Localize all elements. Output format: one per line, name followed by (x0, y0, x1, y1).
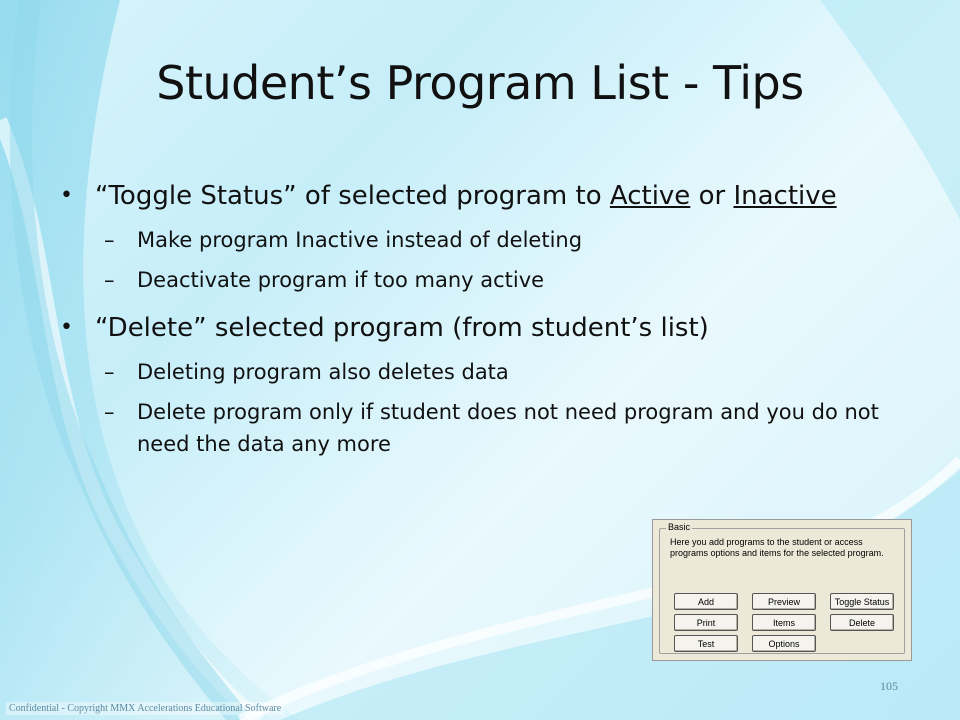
sub-bullet (60, 264, 920, 296)
options-button[interactable]: Options (752, 635, 816, 652)
bullet-active-term: Active (609, 181, 691, 211)
delete-button[interactable]: Delete (830, 614, 894, 631)
page-number: 105 (880, 679, 898, 693)
sub-bullet-text: Deleting program also deletes data (137, 360, 509, 384)
bullet-text: “Delete” selected program (from student’s list) (95, 313, 709, 343)
items-button[interactable]: Items (752, 614, 816, 631)
sub-bullet-mark: – (104, 228, 115, 252)
bullet-list (60, 176, 920, 460)
sub-bullet-text: Deactivate program if too many active (137, 268, 545, 292)
bullet-delete (60, 308, 920, 348)
toggle-status-button[interactable]: Toggle Status (830, 593, 894, 610)
sub-bullet (60, 396, 920, 460)
bullet-mark: • (60, 183, 73, 208)
sub-bullet-mark: – (104, 360, 115, 384)
bullet-text-prefix: “Toggle Status” of selected program to (95, 181, 610, 211)
bullet-text-mid: or (690, 181, 734, 211)
bullet-toggle-status (60, 176, 920, 216)
sub-bullet (60, 356, 920, 388)
program-options-dialog (652, 519, 912, 661)
copyright-footer: Confidential - Copyright MMX Accelerations Educational Software (6, 702, 284, 715)
sub-bullet-text: Make program Inactive instead of deleting (137, 228, 583, 252)
add-button[interactable]: Add (674, 593, 738, 610)
sub-bullet-text: Delete program only if student does not need program and you do not need the data any more (137, 400, 879, 456)
preview-button[interactable]: Preview (752, 593, 816, 610)
sub-bullet-mark: – (104, 268, 115, 292)
bullet-inactive-term: Inactive (733, 181, 837, 211)
sub-bullet (60, 224, 920, 256)
sub-bullet-mark: – (104, 400, 115, 424)
slide-title: Student’s Program List - Tips (156, 56, 804, 110)
group-label: Basic (668, 522, 691, 532)
bullet-mark: • (60, 315, 73, 340)
group-description: Here you add programs to the student or access programs options and items for the selected program. (670, 537, 884, 558)
print-button[interactable]: Print (674, 614, 738, 631)
test-button[interactable]: Test (674, 635, 738, 652)
basic-group (659, 522, 905, 654)
